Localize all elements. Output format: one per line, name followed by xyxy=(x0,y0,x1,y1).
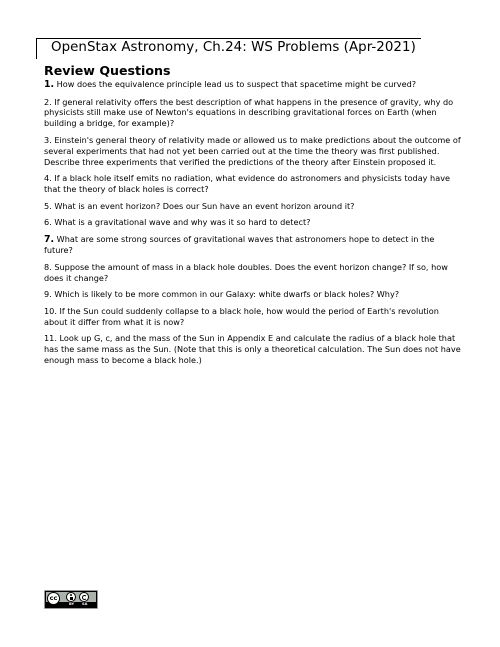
question-text: Einstein's general theory of relativity made or allowed us to make predictions about the outcome of several experiments that had not yet been carried out at the time the theory was first published. Describe three experiments that verified the predictions of the theory after Einstein proposed it. xyxy=(44,134,461,167)
question-number: 5. xyxy=(44,200,52,211)
question-text: How does the equivalence principle lead us to suspect that spacetime might be curved? xyxy=(54,79,417,89)
question-number: 10. xyxy=(44,305,57,316)
question-number: 11. xyxy=(44,333,57,344)
question-number: 8. xyxy=(44,261,52,272)
question-item xyxy=(44,289,464,300)
attribution-icon xyxy=(66,592,76,602)
cc-license-badge-icon xyxy=(44,590,98,609)
share-alike-icon xyxy=(79,592,89,602)
question-text: If a black hole itself emits no radiation, what evidence do astronomers and physicists today have that the theory of black holes is correct? xyxy=(44,173,450,195)
question-item xyxy=(44,262,464,284)
attribution-torso xyxy=(70,597,73,601)
question-item xyxy=(44,135,464,168)
question-item xyxy=(44,234,464,257)
question-item xyxy=(44,201,464,212)
document-title: OpenStax Astronomy, Ch.24: WS Problems (Apr-2021) xyxy=(51,40,416,55)
question-text: What is an event horizon? Does our Sun have an event horizon around it? xyxy=(51,200,355,211)
question-item xyxy=(44,217,464,228)
review-questions-list xyxy=(44,79,464,372)
question-item xyxy=(44,173,464,195)
question-number: 4. xyxy=(44,173,52,184)
question-number: 3. xyxy=(44,134,52,145)
question-number: 7. xyxy=(44,233,55,245)
question-item xyxy=(44,306,464,328)
sa-label: SA xyxy=(82,602,88,606)
question-number: 2. xyxy=(44,96,52,107)
question-text: Look up G, c, and the mass of the Sun in Appendix E and calculate the radius of a black hole that has the same mass as the Sun. (Note that this is only a theoretical calculation. The Sun does not have enough mass to become a black hole.) xyxy=(44,333,461,366)
by-label: BY xyxy=(69,602,75,606)
question-text: If the Sun could suddenly collapse to a black hole, how would the period of Earth's revolution about it differ from what it is now? xyxy=(44,305,439,327)
share-alike-ring xyxy=(82,595,87,600)
question-number: 9. xyxy=(44,289,52,300)
question-item xyxy=(44,333,464,366)
question-item xyxy=(44,79,464,91)
question-text: Suppose the amount of mass in a black hole doubles. Does the event horizon change? If so, how does it change? xyxy=(44,261,448,283)
question-text: What are some strong sources of gravitational waves that astronomers hope to detect in the future? xyxy=(44,233,435,256)
question-number: 1. xyxy=(44,79,55,90)
section-heading: Review Questions xyxy=(44,63,171,78)
creative-commons-icon: cc xyxy=(47,592,60,605)
question-item xyxy=(44,97,464,130)
question-text: What is a gravitational wave and why was it so hard to detect? xyxy=(51,217,311,228)
question-text: If general relativity offers the best description of what happens in the presence of gravity, why do physicists still make use of Newton's equations in describing gravitational forces on Earth (when building a bridge, for example)? xyxy=(44,96,454,129)
question-number: 6. xyxy=(44,217,52,228)
question-text: Which is likely to be more common in our Galaxy: white dwarfs or black holes? Why? xyxy=(51,289,400,300)
